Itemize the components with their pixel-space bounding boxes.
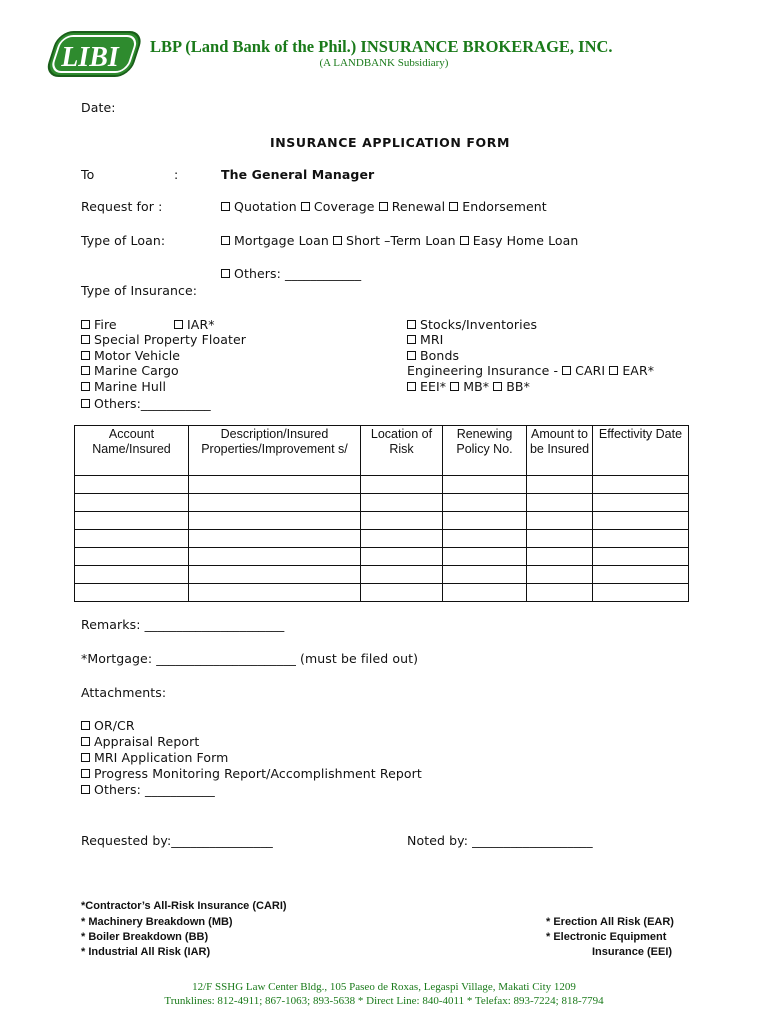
table-cell[interactable] — [527, 512, 593, 530]
easy-home-loan-option[interactable]: Easy Home Loan — [460, 233, 579, 248]
mortgage-loan-option[interactable]: Mortgage Loan — [221, 233, 329, 248]
form-title: INSURANCE APPLICATION FORM — [269, 135, 511, 150]
attachment-others[interactable]: Others: ___________ — [81, 782, 215, 797]
endorsement-option[interactable]: Endorsement — [449, 199, 547, 214]
bb-option[interactable]: BB* — [493, 379, 530, 394]
coverage-option[interactable]: Coverage — [301, 199, 375, 214]
table-cell[interactable] — [527, 548, 593, 566]
bonds-option[interactable]: Bonds — [407, 348, 459, 363]
loan-others-option[interactable]: Others: ____________ — [221, 266, 361, 281]
footnote-mb: * Machinery Breakdown (MB) — [81, 916, 233, 928]
footer-address: 12/F SSHG Law Center Bldg., 105 Paseo de Roxas, Legaspi Village, Makati City 1209 — [192, 981, 576, 993]
table-cell[interactable] — [593, 548, 689, 566]
table-cell[interactable] — [593, 530, 689, 548]
to-colon: : — [174, 167, 179, 182]
checkbox-icon[interactable] — [562, 366, 571, 375]
checkbox-icon[interactable] — [81, 366, 90, 375]
renewal-option[interactable]: Renewal — [379, 199, 445, 214]
table-cell[interactable] — [443, 584, 527, 602]
table-cell[interactable] — [593, 566, 689, 584]
col-header-amount: Amount to be Insured — [527, 426, 593, 476]
to-value: The General Manager — [221, 167, 375, 182]
remarks-field[interactable]: Remarks: ______________________ — [81, 617, 285, 632]
quotation-option[interactable]: Quotation — [221, 199, 297, 214]
table-cell[interactable] — [527, 566, 593, 584]
attachment-progress[interactable]: Progress Monitoring Report/Accomplishment Report — [81, 766, 422, 781]
table-cell[interactable] — [361, 566, 443, 584]
checkbox-icon[interactable] — [407, 335, 416, 344]
checkbox-icon[interactable] — [81, 737, 90, 746]
table-cell[interactable] — [593, 584, 689, 602]
table-cell[interactable] — [443, 566, 527, 584]
col-header-location: Location of Risk — [361, 426, 443, 476]
table-cell[interactable] — [361, 530, 443, 548]
checkbox-icon[interactable] — [81, 320, 90, 329]
table-cell[interactable] — [189, 512, 361, 530]
insurance-label: Type of Insurance: — [81, 283, 198, 298]
table-row — [75, 476, 689, 494]
table-cell[interactable] — [527, 494, 593, 512]
ear-option[interactable]: EAR* — [609, 363, 654, 378]
marine-hull-option[interactable]: Marine Hull — [81, 379, 166, 394]
checkbox-icon[interactable] — [379, 202, 388, 211]
checkbox-icon[interactable] — [301, 202, 310, 211]
footnote-eei-cont: Insurance (EEI) — [592, 946, 673, 958]
iar-option[interactable]: IAR* — [174, 317, 215, 332]
checkbox-icon[interactable] — [450, 382, 459, 391]
footnote-eei: * Electronic Equipment — [546, 931, 667, 943]
footnote-bb: * Boiler Breakdown (BB) — [81, 931, 209, 943]
table-cell[interactable] — [443, 476, 527, 494]
checkbox-icon[interactable] — [407, 320, 416, 329]
table-row — [75, 512, 689, 530]
attachments-label: Attachments: — [81, 685, 167, 700]
table-cell[interactable] — [527, 530, 593, 548]
checkbox-icon[interactable] — [81, 721, 90, 730]
table-cell[interactable] — [593, 512, 689, 530]
insurance-others-option[interactable]: Others:___________ — [81, 396, 211, 411]
mortgage-field[interactable]: *Mortgage: ______________________ (must be filed out) — [81, 651, 419, 666]
checkbox-icon[interactable] — [81, 335, 90, 344]
table-cell[interactable] — [189, 548, 361, 566]
checkbox-icon[interactable] — [449, 202, 458, 211]
checkbox-icon[interactable] — [81, 769, 90, 778]
col-header-account: Account Name/Insured — [75, 426, 189, 476]
engineering-row — [407, 363, 654, 378]
stocks-option[interactable]: Stocks/Inventories — [407, 317, 537, 332]
table-cell[interactable] — [75, 530, 189, 548]
date-label: Date: — [81, 100, 116, 115]
insurance-items-table — [74, 425, 689, 602]
checkbox-icon[interactable] — [333, 236, 342, 245]
checkbox-icon[interactable] — [221, 236, 230, 245]
table-row — [75, 566, 689, 584]
table-cell[interactable] — [189, 530, 361, 548]
table-cell[interactable] — [189, 584, 361, 602]
table-cell[interactable] — [443, 530, 527, 548]
table-cell[interactable] — [75, 566, 189, 584]
table-cell[interactable] — [593, 476, 689, 494]
table-cell[interactable] — [361, 512, 443, 530]
footnote-iar: * Industrial All Risk (IAR) — [81, 946, 211, 958]
checkbox-icon[interactable] — [81, 382, 90, 391]
special-property-option[interactable]: Special Property Floater — [81, 332, 246, 347]
checkbox-icon[interactable] — [174, 320, 183, 329]
mb-option[interactable]: MB* — [450, 379, 489, 394]
table-cell[interactable] — [593, 494, 689, 512]
checkbox-icon[interactable] — [81, 351, 90, 360]
subsidiary-label: (A LANDBANK Subsidiary) — [319, 57, 449, 69]
table-cell[interactable] — [361, 584, 443, 602]
engineering-label: Engineering Insurance - — [407, 363, 559, 378]
checkbox-icon[interactable] — [221, 269, 230, 278]
attachment-appraisal[interactable]: Appraisal Report — [81, 734, 199, 749]
table-row — [75, 494, 689, 512]
table-row — [75, 548, 689, 566]
table-cell[interactable] — [527, 476, 593, 494]
checkbox-icon[interactable] — [81, 399, 90, 408]
footer-phones: Trunklines: 812-4911; 867-1063; 893-5638 * Direct Line: 840-4011 * Telefax: 893-7224; 818-7794 — [164, 995, 604, 1007]
motor-vehicle-option[interactable]: Motor Vehicle — [81, 348, 180, 363]
to-label: To — [81, 167, 95, 182]
checkbox-icon[interactable] — [81, 785, 90, 794]
checkbox-icon[interactable] — [407, 382, 416, 391]
loan-label: Type of Loan: — [81, 233, 166, 248]
marine-cargo-option[interactable]: Marine Cargo — [81, 363, 179, 378]
table-cell[interactable] — [75, 584, 189, 602]
col-header-effectivity: Effectivity Date — [593, 426, 689, 476]
checkbox-icon[interactable] — [221, 202, 230, 211]
attachment-mri-form[interactable]: MRI Application Form — [81, 750, 228, 765]
requested-by-field[interactable]: Requested by:________________ — [81, 833, 273, 848]
company-name: LBP (Land Bank of the Phil.) INSURANCE BROKERAGE, INC. — [150, 37, 613, 56]
col-header-policy: Renewing Policy No. — [443, 426, 527, 476]
table-cell[interactable] — [527, 584, 593, 602]
table-cell[interactable] — [75, 494, 189, 512]
table-row — [75, 530, 689, 548]
mri-option[interactable]: MRI — [407, 332, 443, 347]
libi-logo — [40, 30, 144, 78]
engineering-sub-row — [407, 379, 530, 394]
loan-options — [221, 233, 578, 248]
table-cell[interactable] — [361, 548, 443, 566]
checkbox-icon[interactable] — [609, 366, 618, 375]
checkbox-icon[interactable] — [493, 382, 502, 391]
table-header-row — [75, 426, 689, 476]
request-options — [221, 199, 547, 214]
table-cell[interactable] — [361, 476, 443, 494]
request-label: Request for : — [81, 199, 163, 214]
checkbox-icon[interactable] — [407, 351, 416, 360]
table-cell[interactable] — [189, 494, 361, 512]
table-cell[interactable] — [75, 476, 189, 494]
checkbox-icon[interactable] — [81, 753, 90, 762]
table-cell[interactable] — [189, 566, 361, 584]
table-cell[interactable] — [443, 494, 527, 512]
table-cell[interactable] — [75, 548, 189, 566]
eei-option[interactable]: EEI* — [407, 379, 446, 394]
attachment-orcr[interactable]: OR/CR — [81, 718, 135, 733]
short-term-loan-option[interactable]: Short –Term Loan — [333, 233, 456, 248]
noted-by-field[interactable]: Noted by: ___________________ — [407, 833, 593, 848]
checkbox-icon[interactable] — [460, 236, 469, 245]
table-cell[interactable] — [75, 512, 189, 530]
table-cell[interactable] — [443, 548, 527, 566]
col-header-description: Description/Insured Properties/Improvement s/ — [189, 426, 361, 476]
fire-option[interactable]: Fire — [81, 317, 117, 332]
table-cell[interactable] — [189, 476, 361, 494]
table-cell[interactable] — [361, 494, 443, 512]
footnote-cari: *Contractor’s All-Risk Insurance (CARI) — [81, 900, 287, 912]
logo-lettering: LIBI — [61, 42, 119, 73]
cari-option[interactable]: CARI — [562, 363, 605, 378]
table-row — [75, 584, 689, 602]
footnote-ear: * Erection All Risk (EAR) — [546, 916, 674, 928]
table-cell[interactable] — [443, 512, 527, 530]
